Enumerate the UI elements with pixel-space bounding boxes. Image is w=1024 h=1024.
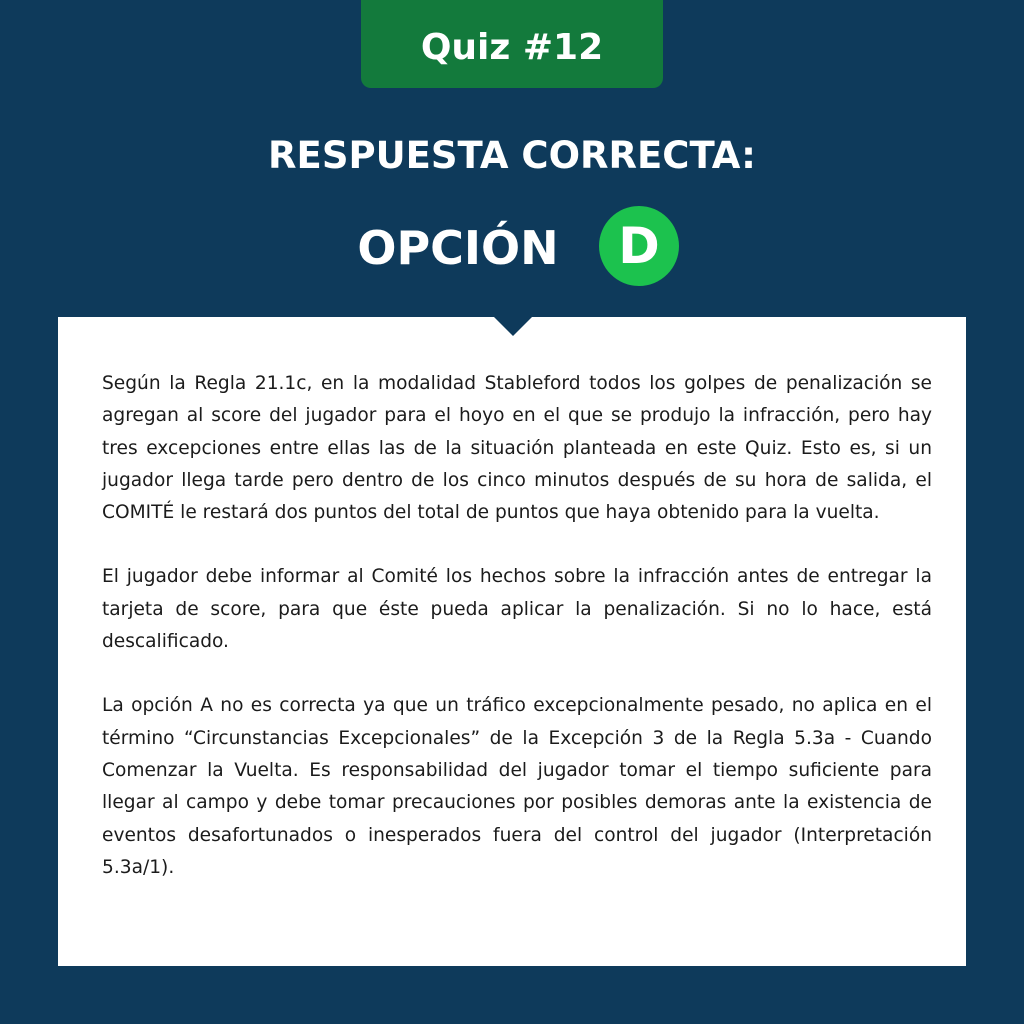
explanation-paragraph-1: Según la Regla 21.1c, en la modalidad Stableford todos los golpes de penalización se agregan al score del jugador para el hoyo en el que se produjo la infracción, pero hay tres excepciones entre ellas las de la situación planteada en este Quiz. Esto es, si un jugador llega tarde pero dentro de los cinco minutos después de su hora de salida, el COMITÉ le restará dos puntos del total de puntos que haya obtenido para la vuelta. xyxy=(102,373,932,524)
explanation-paragraph-3: La opción A no es correcta ya que un tráfico excepcionalmente pesado, no aplica en el término “Circunstancias Excepcionales” de la Excepción 3 de la Regla 5.3a - Cuando Comenzar la Vuelta. Es responsabilidad del jugador tomar el tiempo suficiente para llegar al campo y debe tomar precauciones por posibles demoras ante la existencia de eventos desafortunados o inesperados fuera del control del jugador (Interpretación 5.3a/1). xyxy=(102,695,932,878)
option-letter-badge: D xyxy=(599,206,679,286)
option-label: OPCIÓN xyxy=(357,221,559,275)
explanation-text xyxy=(102,368,932,884)
answer-heading: RESPUESTA CORRECTA: xyxy=(268,134,756,177)
explanation-paragraph-2: El jugador debe informar al Comité los hechos sobre la infracción antes de entregar la tarjeta de score, para que éste pueda aplicar la penalización. Si no lo hace, está descalificado. xyxy=(102,566,932,653)
quiz-number-tab: Quiz #12 xyxy=(361,0,663,88)
card-pointer-notch xyxy=(492,315,534,336)
